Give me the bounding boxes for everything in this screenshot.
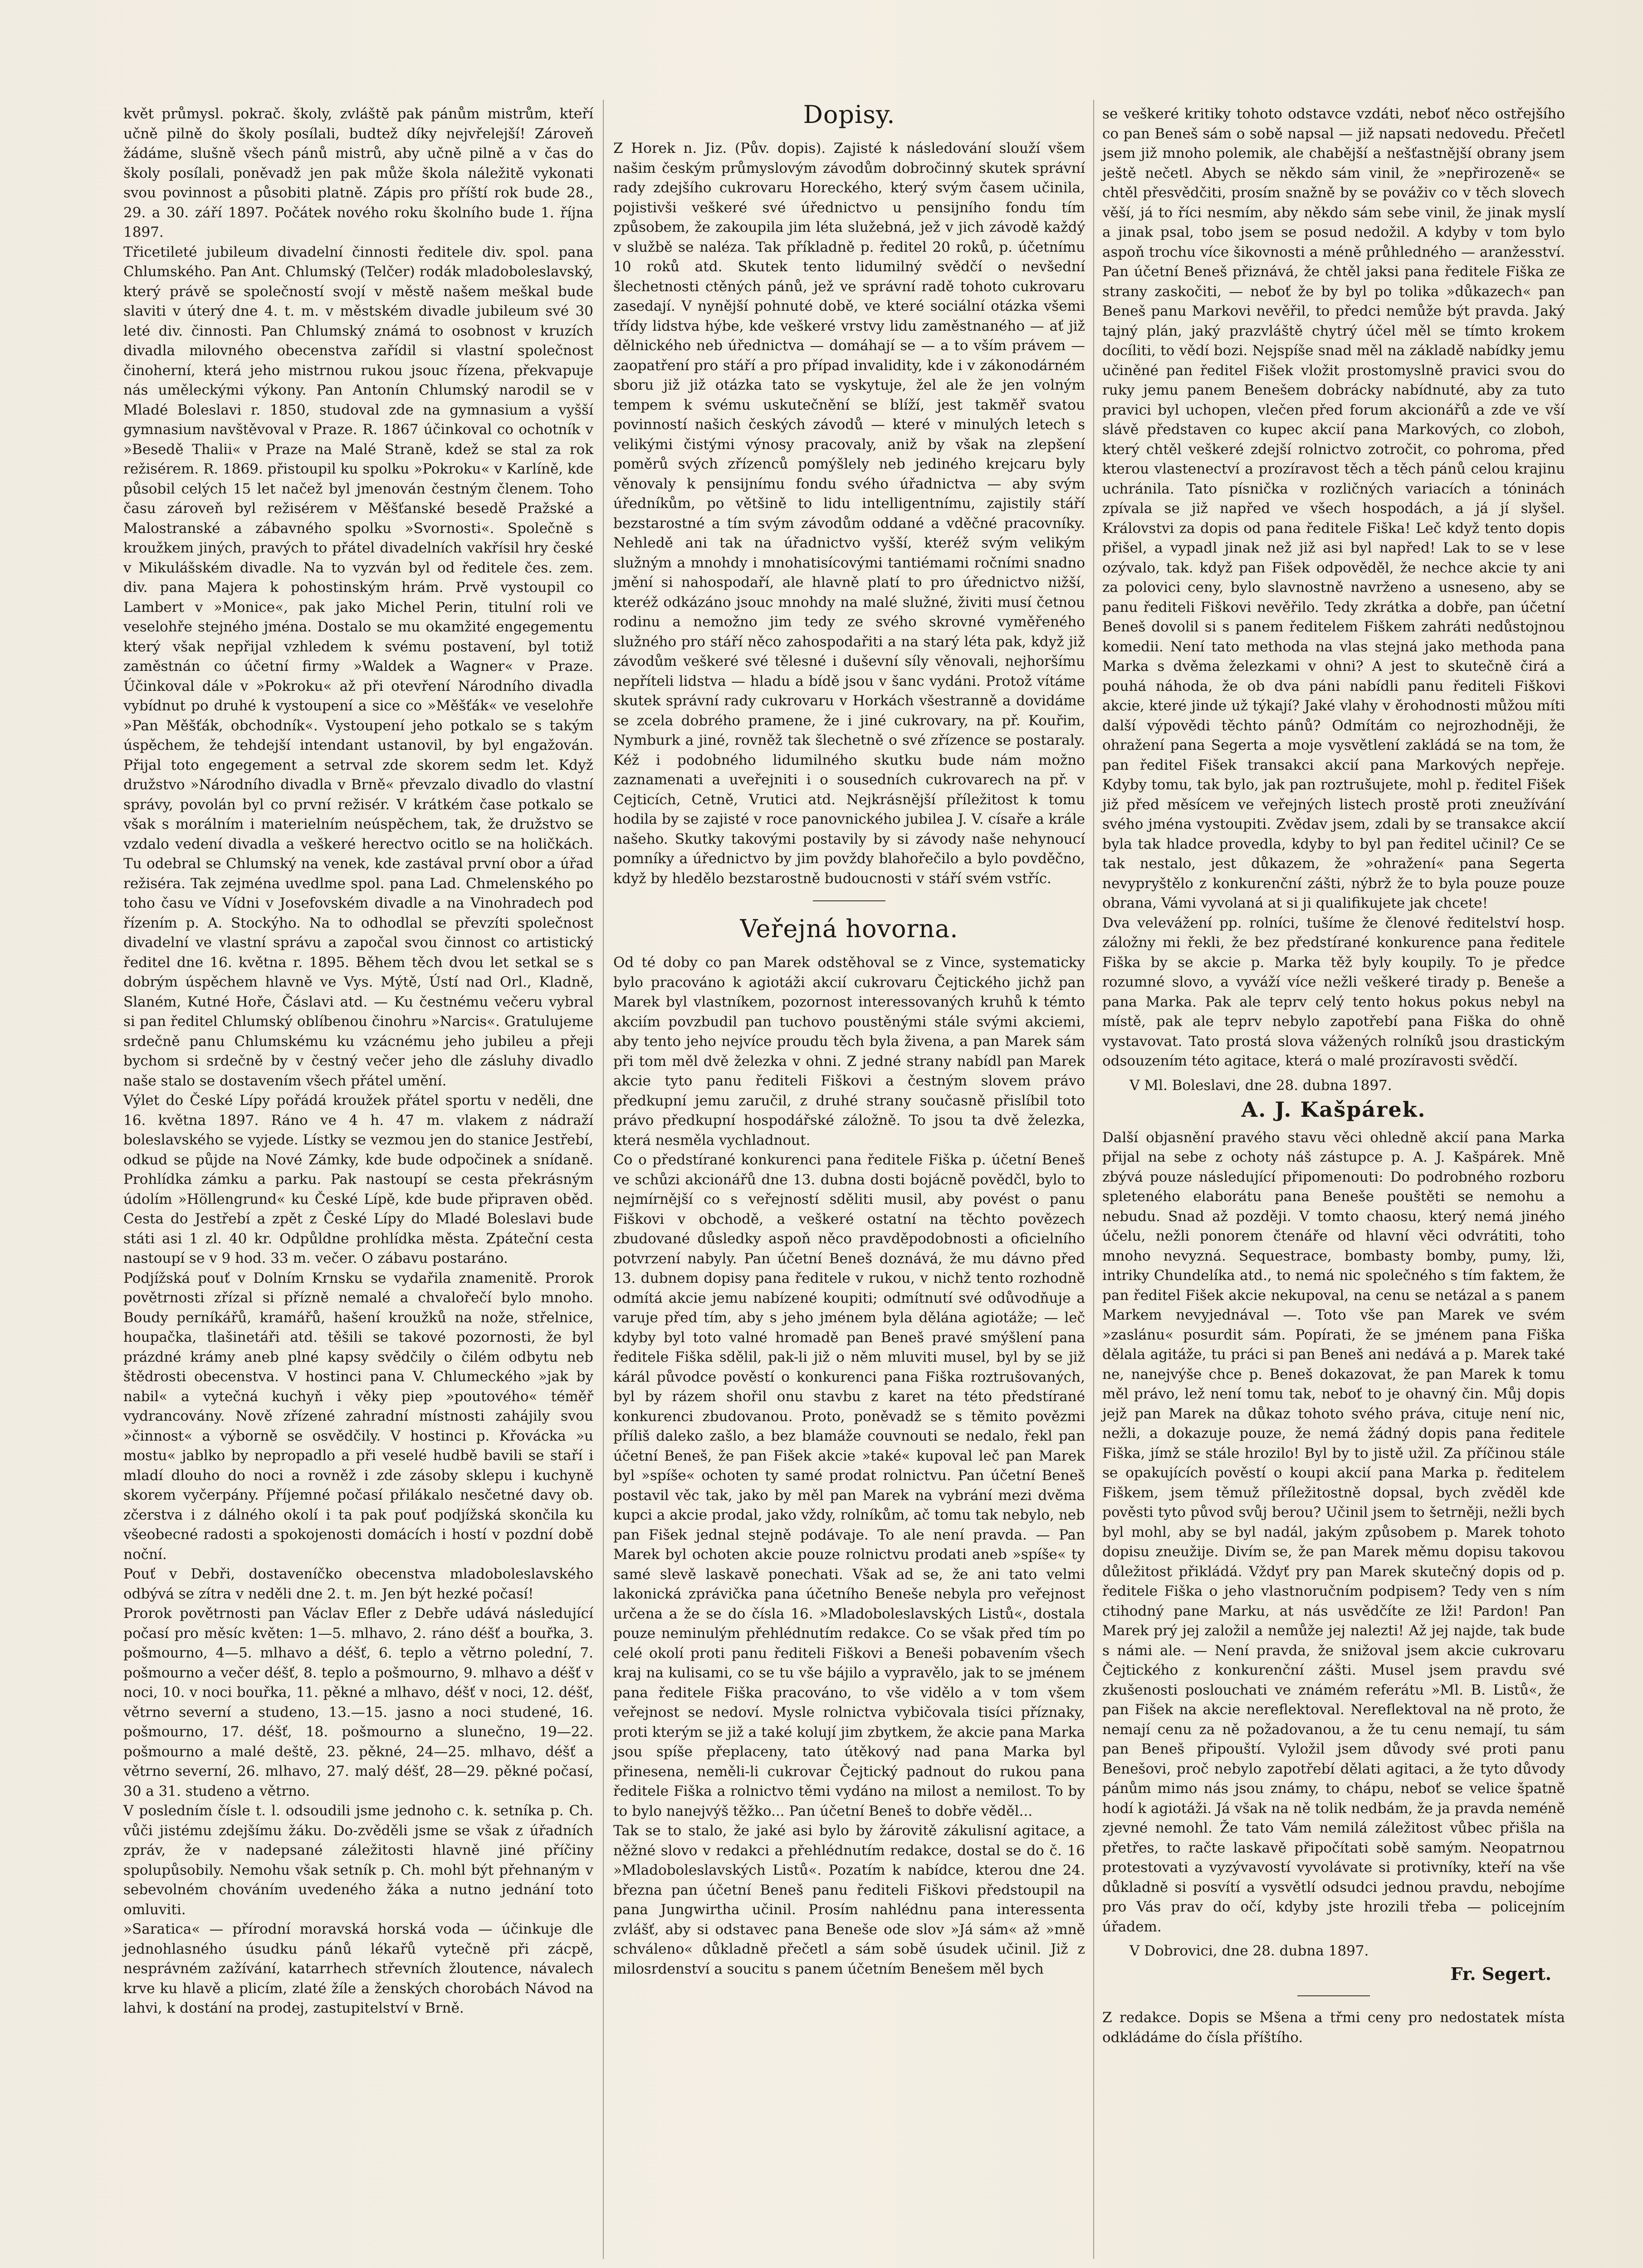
column-middle [613,100,1085,1979]
signature-kasparek: A. J. Kašpárek. [1241,1097,1426,1122]
article-paragraph: Pouť v Debři, dostaveníčko obecenstva mladoboleslavského odbývá se zítra v neděli dne 2. t. m. Jen být hezké počasí! [123,1566,593,1602]
article-paragraph: Další objasnění pravého stavu věci ohledně akcií pana Marka přijal na sebe z ochoty náš zástupce p. A. J. Kašpárek. Mně zbývá pouze následující připomenouti: Do podrobného rozboru spleteného elaborátu pana Beneše pouštěti se nemohu a nebudu. Snad až později. V tomto chaosu, který nemá jiného účelu, nežli ponorem čtenáře od hlavní věci odvrátiti, toho mnoho nevyzná. Sequestrace, bombasty bomby, pumy, lži, intriky Chundelíka atd., to nemá nic společného s tím faktem, že pan ředitel Fišek akcie nekupoval, na cenu se netázal a s panem Markem nevyjednával —. Toto vše pan Marek ve svém »zaslánu« posurdit sám. Popírati, že se jménem pana Fiška dělala agitáže, tu práci si pan Beneš ani nedává a p. Marek také ne, nanejvýše chce p. Beneš dokazovat, že pan Marek k tomu měl právo, lež není tomu tak, neboť to je ohavný čin. Můj dopis jejž pan Marek na důkaz tohoto svého práva, cituje není nic, nežli, a dokazuje pouze, že nemá žádný dopis pana ředitele Fiška, jímž se stále hrozilo! Byl by to jistě užil. Za příčinou stále se opakujících pověstí o koupi akcií pana Marka p. ředitelem Fiškem, jsem těmuž příležitostně dopsal, bych zvěděl kde pověsti tyto původ svůj berou? Učinil jsem to šetrněji, nežli bych byl mohl, aby se byl nadál, jakým způsobem p. Marek tohoto dopisu zneužije. Divím se, že pan Marek měmu dopisu takovou důležitost přikládá. Vždyť pry pan Marek skutečný dopis od p. ředitele Fiška o jeho vlastnoručním podpisem? Tedy ven s ním ctihodný pane Marku, at nás usvědčíte ze lži! Pardon! Pan Marek prý jej založil a nemůže jej nalezti! Až jej najde, tak bude s námi ale. — Není pravda, že snižoval jsem akcie cukrovaru Čejtického z konkurenční zášti. Musel jsem pravdu své zkušenosti poslouchati ve známém referátu »Ml. B. Listů«, že pan Fišek na akcie nereflektoval. Nereflektoval na ně proto, že nemají cenu za ně požadovanou, a že tu cenu nemají, tu sám pan Beneš připouští. Vyložil jsem důvody své proti panu Benešovi, proč nebylo zapotřebí dělati agitaci, a že tyto důvody pánům mimo nás jsou známy, to chápu, neboť se velice špatně hodí k agiotáži. Já však na ně tolik nedbám, že ja pravda neméně zjevné nemohl. Že tato Vám nemilá záležitost vůbec přišla na přetřes, to račte laskavě připočítati sobě samým. Neopatrnou protestovati a vyzývavostí vyvolávate si protivníky, kteří na vše důkladně si posvítí a vysvětlí odsudci jednou pravdu, nebojíme pro Vás prav do očí, kdyby jste hrozili třeba — policejním úřadem. [1102,1129,1565,1935]
column-rule [603,100,604,2259]
column-rule [1093,100,1094,2259]
article-paragraph: Výlet do České Lípy pořádá kroužek přátel sportu v neděli, dne 16. května 1897. Ráno ve 4 h. 47 m. vlakem z nádraží boleslavského se vyjede. Lístky se vezmou jen do stanice Jestřebí, odkud se půjde na Nové Zámky, kde bude odpočinek a snídaně. Prohlídka zámku a parku. Pak nastoupí se cesta překrásným údolím »Höllengrund« ku České Lípě, kde bude připraven oběd. Cesta do Jestřebí a zpět z České Lípy do Mladé Boleslavi bude státi asi 1 zl. 40 kr. Odpůldne prohlídka města. Zpáteční cesta nastoupí se v 9 hod. 33 m. večer. O zábavu postaráno. [123,1092,593,1266]
article-paragraph: Tak se to stalo, že jaké asi bylo by žárovitě zákulisní agitace, a něžné slovo v redakci a přehlédnutím redakce, dostal se do č. 16 »Mladoboleslavských Listů«. Pozatím k nabídce, kterou dne 24. března pan účetní Beneš panu řediteli Fiškovi předstoupil na pana Jungwirtha učinil. Prosím nahlédnu pana interessenta zvlášť, aby si odstavec pana Beneše ode slov »Já sám« až »mně schváleno« důkladně přečetl a sám sobě úsudek učinil. Již z milosrdenství a soucitu s panem účetním Benešem měl bych [613,1823,1085,1977]
section-heading-dopisy: Dopisy. [803,100,895,129]
article-paragraph: V posledním čísle t. l. odsoudili jsme jednoho c. k. setníka p. Ch. vůči jistému zdejšímu žáku. Do-zvěděli jsme se však z úřadních zpráv, že v nadepsané záležitosti hlavně jiné příčiny spolupůsobily. Nemohu však setník p. Ch. mohl být přehnaným v sebevolném chováním uvedeného žáka a nutno jednání toto omluviti. [123,1803,593,1918]
signature-segert: Fr. Segert. [1450,1963,1551,1984]
article-paragraph: se veškeré kritiky tohoto odstavce vzdáti, neboť něco ostřejšího co pan Beneš sám o sobě napsal — již napsati nedovedu. Přečetl jsem již mnoho polemik, ale chabější a nešťastnější obrany jsem ještě nečetl. Abych se někdo sám vinil, že »nepřirozeně« se chtěl přesvědčiti, prosím snažně by se pováživ co v těch slovech věší, já to říci nesmím, aby někdo sám sebe vinil, že jinak myslí a jinak psal, tobo jsem se posud nedožil. A kdyby v tom bylo aspoň trochu více šikovnosti a méně průhledného — aranžesství. Pan účetní Beneš přiznává, že chtěl jaksi pana ředitele Fiška ze strany zaskočiti, — neboť že by byl po tolika »důkazech« pan Beneš panu Markovi nevěřil, to předci nemůže být pravda. Jaký tajný plán, jaký prazvláště chytrý účel měl se tímto krokem docíliti, to vědí bozi. Nejspíše snad měl na základě nabídky jemu učiněné pan ředitel Fišek vložit prostomyslně pravici svou do ruky jemu panem Benešem dobrácky nabídnuté, aby za tuto pravici byl uchopen, vlečen před forum akcionářů a zde ve vší slávě představen co kupec akcií pana Markových, co zloboh, který chtěl veškeré zdejší rolnictvo zotročit, co pohroma, před kterou vlastenectví a prozíravost těch a těch pánů celou krajinu uchránila. Tato písnička v rozličných variacích a tóninách zpívala se již napřed ve všech hospodách, a já jí slyšel. Královstvi za dopis od pana ředitele Fiška! Leč když tento dopis přišel, a vypadl jinak než již asi byl napřed! Lak to se v lese ozývalo, tak. když pan Fišek odpověděl, že nechce akcie ty ani za polovici ceny, bylo slavnostně navrženo a usneseno, aby se panu řediteli Fiškovi nevěřilo. Tedy zkrátka a dobře, pan účetní Beneš dovolil si s panem ředitelem Fiškem zahráti nedůstojnou komedii. Není tato methoda na vlas stejná jako methoda pana Marka s dvěma železkami v ohni? A jest to skutečně čirá a pouhá náhoda, že ob dva páni nabídli panu řediteli Fiškovi akcie, které jinde už týkají? Jaké vlahy v ěrohodnosti můžou míti další výpovědi těchto pánů? Odmítám co nejrozhodněji, že ohražení pana Segerta a moje vysvětlení zakládá se na tom, že pan ředitel Fišek transakci akcií pana Markových nepřeje. Kdyby tomu, tak bylo, jak pan roztrušujete, mohl p. ředitel Fišek již před měsícem ve veřejných listech prostě proti zneužívání svého jména vystoupiti. Zvědav jsem, zdali by se transakce akcií byla tak hladce provedla, kdyby to byl pan ředitel učinil? Ce se tak nestalo, jest důkazem, že »ohražení« pana Segerta nevypryštělo z konkurenční zášti, nýbrž že to byla pouze pouze obrana, Vámi vyvolaná at si ji qualifikujete jak chcete! [1102,106,1565,911]
article-paragraph: Od té doby co pan Marek odstěhoval se z Vince, systematicky bylo pracováno k agiotáži akcií cukrovaru Čejtického jichž pan Marek byl vlastníkem, pozornost interessovaných kruhů k témto akciím povzbudil pan tuchovo poustěnými stále svými akciemi, aby tento jeho nejvíce proudu těch byla živena, a pan Marek sám při tom měl dvě železka v ohni. Z jedné strany nabídl pan Marek akcie tyto panu řediteli Fiškovi a čestným slovem právo předkupní jemu zaručil, z druhé strany současně přislíbil toto právo předkupní hospodářské záložně. To jsou ta dvě železka, která nesměla vychladnout. [613,954,1085,1149]
column-left [123,104,593,2019]
section-divider [813,900,885,901]
dateline: V Ml. Boleslavi, dne 28. dubna 1897. [1130,1077,1392,1094]
section-heading-hovorna: Veřejná hovorna. [740,914,958,943]
article-paragraph: Podjížská pouť v Dolním Krnsku se vydařila znamenitě. Prorok povětrnosti zřízal si přízně nemalé a chvalořečí bylo mnoho. Boudy perníkářů, kramářů, hašení kroužků na nože, střelnice, houpačka, tlašinetáři atd. těšili se takové pozornosti, že byl prázdné krámy aneb plné kapsy svědčily o čilém odbytu neb štědrosti obecenstva. V hostinci pana V. Chlumeckého »jak by nabil« a vytečná kuchyň i věky piep »poutového« téměř vydrancovány. Nově zřízené zahradní místnosti zahájily svou »činnost« a výborně se osvědčily. V hostinci p. Křovácka »u mostu« jablko by nepropadlo a při veselé hudbě bavili se staří i mladí dlouho do noci a rovněž i zde zásoby sklepu i kuchyně skorem vyčerpány. Příjemné počasí přilákalo nesčetné davy ob. zčerstva i z dálného okolí i ta pak pouť podjížská skončila ku všeobecné radosti a spokojenosti domácích i hostí v pozdní době noční. [123,1270,593,1563]
letter-paragraph: Z Horek n. Jiz. (Pův. dopis). Zajisté k následování slouží všem našim českým průmyslovým závodům dobročinný skutek správní rady zdejšího cukrovaru Horeckého, který svým časem učinila, pojistivši veškeré své úřednictvo u pensijního fondu tím způsobem, že zakoupila jim léta služebná, jež v jich závodě každý v službě se naléza. Tak příkladně p. ředitel 20 roků, p. účetnímu 10 roků atd. Skutek tento lidumilný svědčí o nevšední šlechetnosti ctěných pánů, jež ve správní radě tohoto cukrovaru zasedají. V nynější pohnuté době, ve které sociální otázka všemi třídy lidstva hýbe, kde veškeré vrstvy lidu zaměstnaného — ať již dělnického neb úřednictva — domáhají se — a to vším právem — zaopatření pro stáří a pro případ invalidity, kde i v zákonodárném sboru již již otázka tato se vyskytuje, žel ale že jen volným tempem k svému uskutečnění se blíží, jest takměř svatou povinností našich českých závodů — které v minulých letech s velikými čistými výnosy pracovaly, aniž by však na zlepšení poměrů svých zřízenců pomýšlely neb jediného krejcaru byly věnovaly k pensijnímu fondu svého úřadnictva — aby svým úředníkům, po většině to lidu intelligentnímu, zajistily stáří bezstarostné a tím svým závodům oddané a vděčné pracovníky. Nehledě ani tak na úřadnictvo vyšší, kteréž svým velikým služným a mnohdy i mnohatisícovými tantiémami ročními snadno jmění si nahospodaří, ale hlavně platí to pro úřednictvo nižší, kteréž odkázáno jsouc mnohdy na malé služné, živiti musí četnou rodinu a nemožno jim tedy ze svého skrovné vyměřeného služného pro stáří něco zahospodařiti a na starý léta pak, když již závodům veškeré své tělesné i duševní síly věnovali, nejhoršímu nepříteli lidstva — hladu a bídě jsou v šanc vydáni. Protož vítáme skutek správní rady cukrovaru v Horkách všestranně a dovidáme se zcela dobrého pramene, že i jiné cukrovary, na př. Kouřim, Nymburk a jiné, rovněž tak šlechetně o své zřízence se postaraly. Kéž i podobného lidumilného skutku bude nám možno zaznamenati a uveřejniti i o sousedních cukrovarech na př. v Cejticích, Cetně, Vrutici atd. Nejkrásnější příležitost k tomu hodila by se zajisté v roce panovnického jubilea J. V. císaře a krále našeho. Skutky takovými postavily by si závody naše nehynoucí pomníky a úřednictvo by jim povždy blahořečilo a bylo povděčno, když by hledělo bezstarostně budoucnosti v stáří svém vstříc. [613,140,1085,887]
article-paragraph: Třicetileté jubileum divadelní činnosti ředitele div. spol. pana Chlumského. Pan Ant. Chlumský (Telčer) rodák mladoboleslavský, který právě se společností svojí v městě našem meškal bude slaviti v úterý dne 4. t. m. v městském divadle jubileum své 30 leté div. činnosti. Pan Chlumský známá to osobnost v kruzích divadla milovného obecenstva zařídil si vlastní společnost činoherní, která jeho mistrnou rukou jsouc řízena, překvapuje nás uměleckými výkony. Pan Antonín Chlumský narodil se v Mladé Boleslavi r. 1850, studoval zde na gymnasium a vyšší gymnasium navštěvoval v Praze. R. 1867 účinkoval co ochotník v »Besedě Thalii« v Praze na Malé Straně, kdež se stal za rok režisérem. R. 1869. přistoupil ku spolku »Pokroku« v Karlíně, kde působil celých 15 let načež byl jmenován čestným členem. Toho času zároveň byl režisérem v Měšťanské besedě Pražské a Malostranské a zábavného spolku »Svornosti«. Společně s kroužkem jiných, pravých to přátel divadelních vakřísil hry české v Mikulášském divadle. Na to vyzván byl od ředitele čes. zem. div. pana Majera k pohostinským hrám. Prvě vystoupil co Lambert v »Monice«, pak jako Michel Perin, titulní roli ve veselohře stejného jména. Dostalo se mu okamžité engegementu který však nepřijal vzhledem k svému postavení, byl totiž zaměstnán co účetní firmy »Waldek a Wagner« v Praze. Účinkoval dále v »Pokroku« až při otevření Národního divadla vybídnut po druhé k vystoupení a sice co »Měšťák« ve veselohře »Pan Měšťák, obchodník«. Vystoupení jeho potkalo se s takým úspěchem, že tehdejší intendant ustanovil, by byl engažován. Přijal toto engegement a setrval zde skorem sedm let. Když družstvo »Národního divadla v Brně« převzalo divadlo do vlastní správy, povolán byl co první režisér. V krátkém čase potkalo se však s morálním i materielním neúspěchem, tak, že družstvo se vzdalo vedení divadla a veškeré herectvo ocitlo se na holičkách. Tu odebral se Chlumský na venek, kde zastával první obor a úřad režiséra. Tak zejména uvedlme spol. pana Lad. Chmelenského po toho času ve Vídni v Josefovském divadle a na Vinohradech pod řízením p. A. Stockýho. Na to odhodlal se převzíti společnost divadelní ve vlastní správu a započal svou činnost co artistický ředitel dne 16. května r. 1895. Během těch dvou let setkal se s dobrým úspěchem hlavně ve Vys. Mýtě, Ústí nad Orl., Kladně, Slaném, Kutné Hoře, Čáslavi atd. — Ku čestnému večeru vybral si pan ředitel Chlumský oblíbenou činohru »Narcis«. Gratulujeme srdečně panu Chlumskému ku vzácnému jeho jubileu a přeji bychom si srdečně by v čestný večer jeho dle zásluhy divadlo naše stalo se dostavením všech přátel umění. [123,244,593,1089]
editorial-note: Z redakce. Dopis se Mšena a třmi ceny pro nedostatek místa odkládáme do čísla příštího. [1102,2009,1565,2046]
article-paragraph: Prorok povětrnosti pan Václav Efler z Debře udává následující počasí pro měsíc květen: 1—5. mlhavo, 2. ráno déšť a bouřka, 3. pošmourno, 4—5. mlhavo a déšť, 6. teplo a větrno polední, 7. pošmourno a večer déšť, 8. teplo a pošmourno, 9. mlhavo a déšť v noci, 10. v noci bouřka, 11. pěkné a mlhavo, déšť v noci, 12. déšť, větrno severní a studeno, 13.—15. jasno a noci studené, 16. pošmourno, 17. déšť, 18. pošmourno a slunečno, 19—22. pošmourno a malé deště, 23. pěkné, 24—25. mlhavo, déšť a větrno severní, 26. mlhavo, 27. malý déšť, 28—29. pěkné počasí, 30 a 31. studeno a větrno. [123,1605,593,1799]
column-right [1102,104,1565,2048]
article-paragraph: květ průmysl. pokrač. školy, zvláště pak pánům mistrům, kteří učně pilně do školy posílali, budtež díky nejvřelejší! Zároveň žádáme, slušně všech pánů mistrů, aby učně pilně a v čas do školy posílali, poněvadž jen pak může škola náležitě vykonati svou povinnost a působiti platně. Zápis pro příští rok bude 28., 29. a 30. září 1897. Počátek nového roku školního bude 1. října 1897. [123,106,593,240]
article-paragraph: Dva velevážení pp. rolníci, tušíme že členové ředitelství hosp. záložny mi řekli, že bez předstírané konkurence pana ředitele Fiška by se akcie p. Marka těž byly koupily. To je předce rozumné slovo, a vyváží více nežli veškeré tirady p. Beneše a pana Marka. Pak ale teprv celý tento hokus pokus nebyl na místě, pak ale teprv nebylo zapotřebí pana Fiška do ohně vystavovat. Tato prostá slova vážených rolníků jsou drastickým odsouzením této agitace, která o malé prozíravosti svědčí. [1102,914,1565,1069]
dateline: V Dobrovici, dne 28. dubna 1897. [1130,1943,1369,1959]
article-paragraph: Co o předstírané konkurenci pana ředitele Fiška p. účetní Beneš ve schůzi akcionářů dne 13. dubna dosti bojácně povědčl, bylo to nejmírnější co s veřejností sděliti musil, aby povést o panu Fiškovi v obchodě, a veškeré ostatní na těchto povězech zbudované důsledky aspoň něco pravděpodobnosti a oficielního potvrzení nabyly. Pan účetní Beneš doznává, že mu dávno před 13. dubnem dopisy pana ředitele v rukou, v nichž tento rozhodně odmítá akcie jemu nabízené koupiti; odmítnutí své odůvodňuje a varuje před tím, aby s jeho jménem byla dělána agiotáže; — leč kdyby byl toto valné hromadě pan Beneš pravé smýšlení pana ředitele Fiška sdělil, pak-li již o něm mluviti musel, byl by se již kárál původce pověstí o konkurenci pana Fiška roztrušovaných, byl by rázem shořil onu stavbu z karet na této předstírané konkurenci zbudovanou. Proto, poněvadž se s těmito povězmi příliš daleko zašlo, a bez blamáže couvnouti se nedalo, řekl pan účetní Beneš, že pan Fišek akcie »také« kupoval leč pan Marek byl »spíše« ochoten ty samé prodat rolnictvu. Pan účetní Beneš postavil věc tak, jako by měl pan Marek na vybrání mezi dvěma kupci a akcie prodal, jako vždy, rolníkům, ač tomu tak nebylo, neb pan Fišek jednal stejně podávaje. To ale není pravda. — Pan Marek byl ochoten akcie pouze rolnictvu prodati aneb »spíše« ty samé slevě laskavě ponechati. Však ad se, že ani tato velmi lakonická zprávička pana účetního Beneše nebyla pro veřejnost určena a že se do čísla 16. »Mladoboleslavských Listů«, dostala pouze neminulým přehlédnutím redakce. Co se však před tím po celé okolí proti panu řediteli Fiškovi a Beneši pobavením všech kraj na kulisami, co se tu vše bájilo a vypravělo, jak to se jménem pana ředitele Fiška pracováno, to vše vidělo a v tom všem veřejnost se nedoví. Mysle rolnictva vybičovala tisíci příznaky, proti kterým se již a také kolují jim zbytkem, že akcie pana Marka jsou spíše přeplaceny, tato útěkový nad pana Marka byl přinesena, neměli-li cukrovar Čejtický padnout do rukou pana ředitele Fiška a rolnictvo těmi vydáno na milost a nemilost. To by to bylo nanejvýš těžko... Pan účetní Beneš to dobře věděl... [613,1152,1085,1819]
section-divider [1297,1995,1370,1996]
article-paragraph: »Saratica« — přírodní moravská horská voda — účinkuje dle jednohlasného úsudku pánů lékařů vytečně při zácpě, nesprávném zažívání, katarrhech střevních žloutence, návalech krve ku hlavě a plicím, zlaté žíle a ženských chorobách Návod na lahvi, k dostání na prodej, zastupitelství v Brně. [123,1921,593,2016]
